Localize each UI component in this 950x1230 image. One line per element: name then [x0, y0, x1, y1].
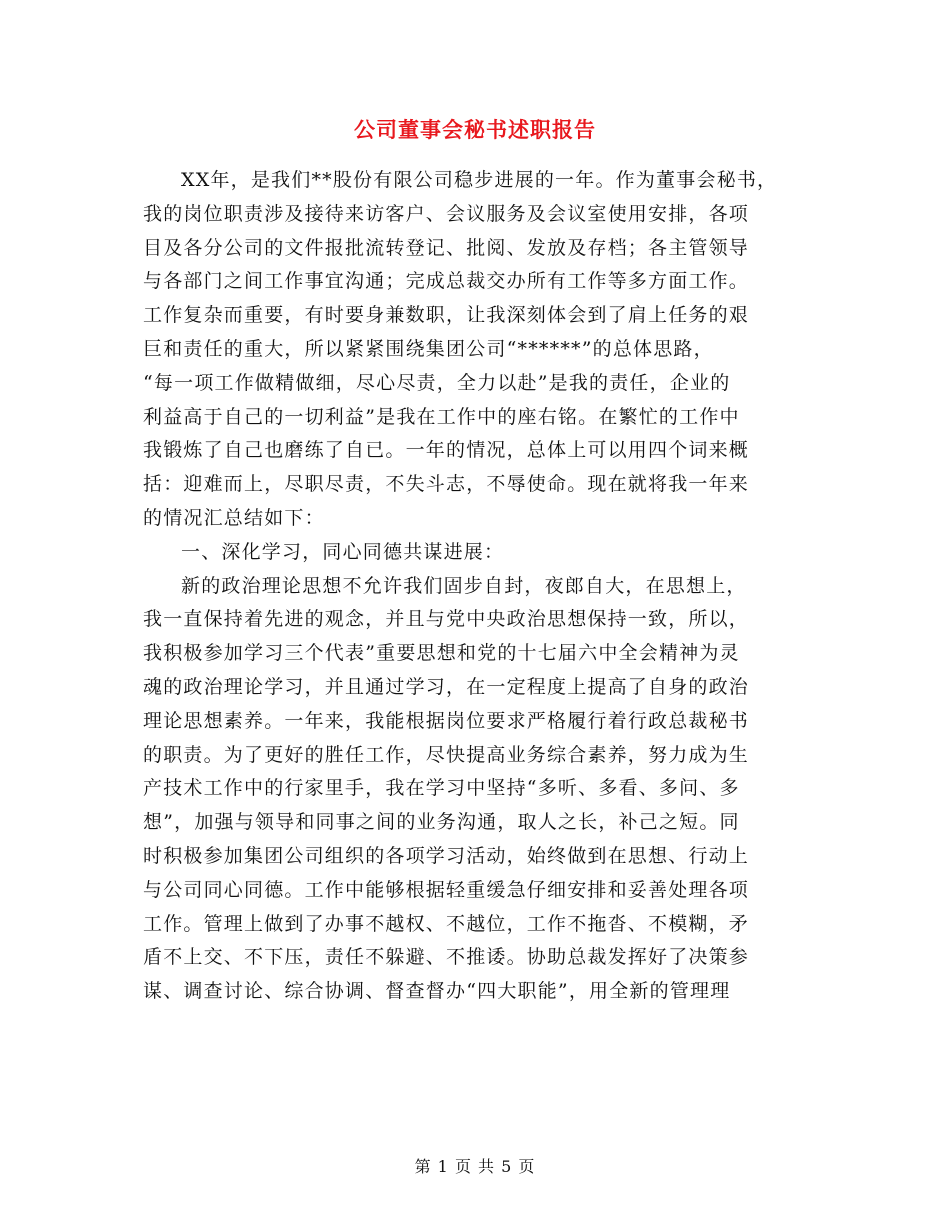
paragraph-line: 工作复杂而重要，有时要身兼数职，让我深刻体会到了肩上任务的艰	[143, 304, 750, 327]
paragraph-line: 盾不上交、不下压，责任不躲避、不推诿。协助总裁发挥好了决策参	[143, 946, 750, 969]
paragraph-line: 我的岗位职责涉及接待来访客户、会议服务及会议室使用安排，各项	[143, 202, 750, 225]
paragraph-line: 我一直保持着先进的观念，并且与党中央政治思想保持一致，所以，	[143, 608, 750, 631]
paragraph-line: 谋、调查讨论、综合协调、督查督办“四大职能”，用全新的管理理	[143, 980, 731, 1003]
paragraph-line: 目及各分公司的文件报批流转登记、批阅、发放及存档；各主管领导	[143, 236, 750, 259]
paragraph-line: 与公司同心同德。工作中能够根据轻重缓急仔细安排和妥善处理各项	[143, 878, 750, 901]
paragraph-line: 工作。管理上做到了办事不越权、不越位，工作不拖沓、不模糊，矛	[143, 912, 750, 935]
page-footer: 第 1 页 共 5 页	[414, 1157, 536, 1176]
paragraph-line: 我积极参加学习三个代表”重要思想和党的十七届六中全会精神为灵	[143, 642, 740, 665]
paragraph-line: XX年，是我们**股份有限公司稳步进展的一年。作为董事会秘书，	[181, 169, 778, 191]
paragraph-line: 与各部门之间工作事宜沟通；完成总裁交办所有工作等多方面工作。	[143, 270, 750, 293]
paragraph-line: “每一项工作做精做细，尽心尽责，全力以赴”是我的责任，企业的	[143, 371, 731, 394]
paragraph-line: 魂的政治理论学习，并且通过学习，在一定程度上提高了自身的政治	[143, 675, 750, 698]
paragraph-line: 时积极参加集团公司组织的各项学习活动，始终做到在思想、行动上	[143, 844, 750, 867]
paragraph-line: 巨和责任的重大，所以紧紧围绕集团公司“******”的总体思路，	[143, 337, 714, 360]
document-title: 公司董事会秘书述职报告	[354, 117, 596, 142]
paragraph-line: 括：迎难而上，尽职尽责，不失斗志，不辱使命。现在就将我一年来	[143, 473, 750, 496]
paragraph-line: 新的政治理论思想不允许我们固步自封，夜郎自大，在思想上，	[181, 574, 747, 597]
paragraph-line: 利益高于自己的一切利益”是我在工作中的座右铭。在繁忙的工作中	[143, 405, 740, 428]
paragraph-line: 的职责。为了更好的胜任工作，尽快提高业务综合素养，努力成为生	[143, 743, 750, 766]
paragraph-line: 产技术工作中的行家里手，我在学习中坚持“多听、多看、多问、多	[143, 777, 740, 800]
paragraph-line: 想”，加强与领导和同事之间的业务沟通，取人之长，补己之短。同	[143, 811, 740, 834]
document-body	[143, 164, 813, 1009]
paragraph-line: 理论思想素养。一年来，我能根据岗位要求严格履行着行政总裁秘书	[143, 709, 750, 732]
section-heading: 一、深化学习，同心同德共谋进展：	[181, 540, 505, 563]
paragraph-line: 的情况汇总结如下：	[143, 506, 325, 529]
paragraph-line: 我锻炼了自己也磨练了自已。一年的情况，总体上可以用四个词来概	[143, 439, 750, 462]
